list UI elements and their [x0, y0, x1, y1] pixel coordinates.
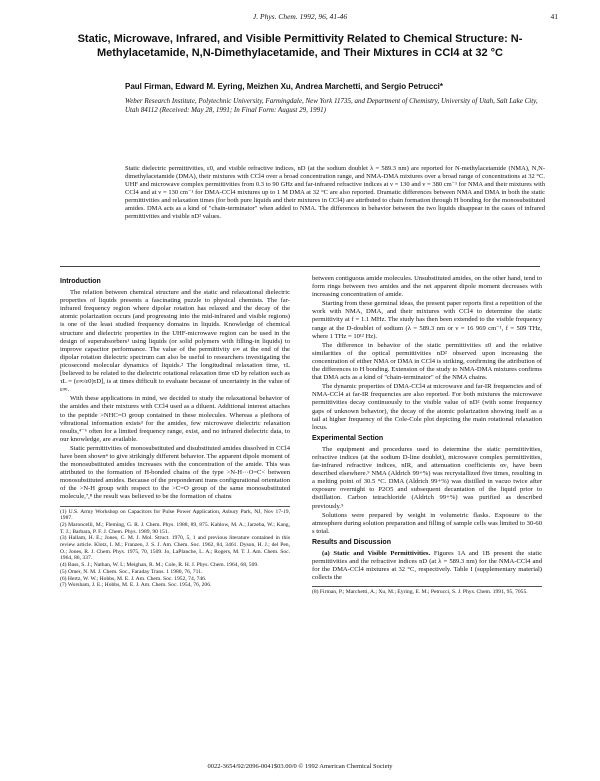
footnote: (1) U.S. Army Workshop on Capacitors for Pulse Power Application, Asbury Park, NJ, Nov 17-19, 1987.	[60, 508, 290, 522]
section-heading: Experimental Section	[312, 434, 384, 442]
paragraph	[312, 550, 542, 582]
right-column	[312, 275, 542, 596]
paragraph: The relation between chemical structure and the static and relaxational dielectric properties of liquids presents a fascinating puzzle to physical chemists. The far-infrared frequency region where dipolar rotation has relaxed and the decay of the atomic polarization occurs (and progressing into the mid-infrared and visible regions) is one of the least studied frequency domains in liquids. Knowledge of chemical structure and dielectric properties in the UHF-microwave region can be used in the design of superabsorbers¹ using liquids (or solid polymers with filling-in liquids) to improve capacitor performance. The value of the permittivity ε∞ at the end of the dipolar rotation dielectric spectrum can also be useful to researchers investigating the picosecond molecular dynamics of liquids.² The longitudinal relaxation time, τL [believed to be related to the dielectric rotational relaxation time τD by relation such as τL = (ε∞/ε0)τD], is at times difficult to evaluate because of uncertainty in the value of ε∞.	[60, 289, 290, 394]
divider	[60, 266, 540, 267]
footnote: (3) Hallam, H. E.; Jones, C. M. J. Mol. Struct. 1970, 5, 1 and previous literature contained in this review article. Klotz, I. M.; Franzen, J. S. J. Am. Chem. Soc. 1962, 84, 3461. Dyson, H. J.; del Pen, O.; Jones, R. J. Chem. Phys. 1975, 70, 1509. Jo, LaPlanche, L. A.; Rogers, M. T. J. Am. Chem. Soc. 1964, 86, 337.	[60, 535, 290, 562]
authors: Paul Firman, Edward M. Eyring, Meizhen Xu, Andrea Marchetti, and Sergio Petrucci*	[125, 82, 443, 91]
abstract: Static dielectric permittivities, ε0, and visible refractive indices, nD (at the sodium doublet λ = 589.3 nm) are reported for N-methylacetamide (NMA), N,N-dimethylacetamide (DMA), their mixtures with CCl4 over a broad concentration range, and NMA-DMA mixtures over a broad range of concentrations at 32 °C. UHF and microwave complex permittivities from 0.3 to 90 GHz and far-infrared refractive indices at ν = 130 and ν = 380 cm⁻¹ for NMA and their mixtures with CCl4 and at ν = 130 cm⁻¹ for DMA-CCl4 mixtures up to 1 M DMA at 32 °C are also reported. Dramatic differences between NMA and DMA in both the static permittivities and relaxation times (for both pure liquids and their mixtures in CCl4) are attributed to chain formation through H bonding for the monosubstituted amides. DMA acts as a kind of "chain-terminator" when added to NMA. The differences in behavior between the two liquids disappear in the cases of infrared permittivities and visible nD² values.	[125, 165, 545, 220]
paper-title: Static, Microwave, Infrared, and Visible Permittivity Related to Chemical Structure: N-Methylacetamide, N,N-Dimethylacetamide, and Their Mixtures in CCl4 at 32 °C	[77, 33, 523, 59]
paragraph: Static permittivities of monosubstituted and disubstituted amides dissolved in CCl4 have been shown⁴ to give strikingly different behavior. The apparent dipole moment of the monosubstituted amides increases with the concentration of the amide. This was attributed to the formation of H-bonded chains of the type >N-H···O=C< between monosubstituted amides. Because of the preponderant trans configurational orientation of the >N-H group with respect to the >C=O group of the same monosubstituted molecule,⁷,⁸ the result was believed to be the formation of chains	[60, 444, 290, 501]
paragraph: The difference in behavior of the static permittivities ε0 and the relative similarities of the optical permittivities nD² observed upon increasing the concentration of either NMA or DMA in CCl4 is striking, confirming the attribution of the differences to H bonding. Extension of the study to NMA-DMA mixtures confirms that DMA acts as a kind of "chain-terminator" of the NMA chains.	[312, 341, 542, 382]
footnote: (5) Omer, N. M. J. Chem. Soc., Faraday Trans. 1 1980, 76, 711.	[60, 568, 203, 575]
footnote: (7) Worsham, J. E.; Hobbs, M. E. J. Am. Chem. Soc. 1954, 76, 206.	[60, 582, 212, 589]
journal-citation: J. Phys. Chem. 1992, 96, 41-46	[252, 12, 348, 21]
paragraph-text: Figures 1A and 1B present the static permittivities and the refractive indices nD (at λ = 589.3 nm) for the NMA-CCl4 and for the DMA-CCl4 mixtures at 32 °C, respectively. Table I (supplementary material) collects the	[312, 550, 542, 582]
paragraph: With these applications in mind, we decided to study the relaxational behavior of the amides and their mixtures with CCl4 used as a diluent. Additional interest attaches to the peptide >NHC=O group contained in these molecules. Whereas a plethora of vibrational information exists³ for the amides, few microwave dielectric relaxation results,⁴⁻⁶ often for a limited frequency range, exist, and no infrared dielectric data, to our knowledge, are available.	[60, 395, 290, 443]
footnote: (4) Bass, S. J.; Nathan, W. I.; Meighan, R. M.; Cole, R. H. J. Phys. Chem. 1964, 68, 509.	[60, 562, 259, 569]
paragraph: The equipment and procedures used to determine the static permittivities, refractive indices (at the sodium D-line doublet), microwave complex permittivities, far-infrared refractive indices, nIR, and attenuation coefficients αν, have been described elsewhere.⁹ NMA (Aldrich 99+%) was recrystallized five times, resulting in a melting point of 30.5 °C. DMA (Aldrich 99+%) was distilled in vacuo twice after exposure overnight to P2O5 and subsequent decantation of the liquid prior to distillation. Carbon tetrachloride (Aldrich 99+%) was purified as described previously.⁹	[312, 445, 542, 510]
copyright-footer: 0022-3654/92/2096-0041$03.00/0 © 1992 American Chemical Society	[207, 763, 393, 770]
affiliation: Weber Research Institute, Polytechnic University, Farmingdale, New York 11735, and Department of Chemistry, University of Utah, Salt Lake City, Utah 84112 (Received: May 28, 1991; In Final Form: August 29, 1991)	[125, 97, 538, 114]
footnote: (2) Maroncelli, M.; Fleming, G. R. J. Chem. Phys. 1988, 89, 875. Kahlow, M. A.; Jarzeba, W.; Kang, T. J.; Barbara, P. F. J. Chem. Phys. 1989, 90 151.	[60, 521, 290, 535]
subsection-heading: (a) Static and Visible Permittivities.	[322, 550, 431, 557]
section-heading: Results and Discussion	[312, 538, 391, 546]
footnotes	[312, 586, 542, 596]
left-column	[60, 275, 290, 589]
running-header	[0, 12, 600, 26]
footnote: (6) Hertz, W. W.; Hobbs, M. E. J. Am. Chem. Soc. 1952, 74, 746.	[60, 575, 207, 582]
footnotes	[60, 506, 290, 589]
paragraph: The dynamic properties of DMA-CCl4 at microwave and far-IR frequencies and of NMA-CCl4 at far-IR frequencies are also reported. For both mixtures the microwave permittivities decay continuously to the visible value of nD² (with some frequency gaps of unknown behavior), the decay of the atomic polarization showing itself as a tail at higher frequency of the Cole-Cole plot depicting the main rotational relaxation locus.	[312, 383, 542, 431]
section-heading: Introduction	[60, 278, 101, 285]
footnote: (8) Firman, P.; Marchetti, A.; Xu, M.; Eyring, E. M.; Petrucci, S. J. Phys. Chem. 1991, 95, 7055.	[312, 589, 528, 596]
paragraph: Solutions were prepared by weight in volumetric flasks. Exposure to the atmosphere during solution preparation and filling of sample cells was limited to 30-60 s total.	[312, 511, 542, 535]
page-number: 41	[550, 12, 558, 21]
paragraph: between contiguous amide molecules. Unsubstituted amides, on the other hand, tend to form rings between two amides and the net apparent dipole moment decreases with increasing concentration of amide.	[312, 275, 542, 299]
paragraph: Starting from these germinal ideas, the present paper reports first a repetition of the work with NMA, DMA, and their mixtures with CCl4 to determine the static permittivity at f = 1.1 MHz. The study has then been extended to the visible frequency range at the D-doublet of sodium (λ = 589.3 nm or ν = 16 969 cm⁻¹, f = 509 THz, where 1 THz = 10¹² Hz).	[312, 300, 542, 340]
